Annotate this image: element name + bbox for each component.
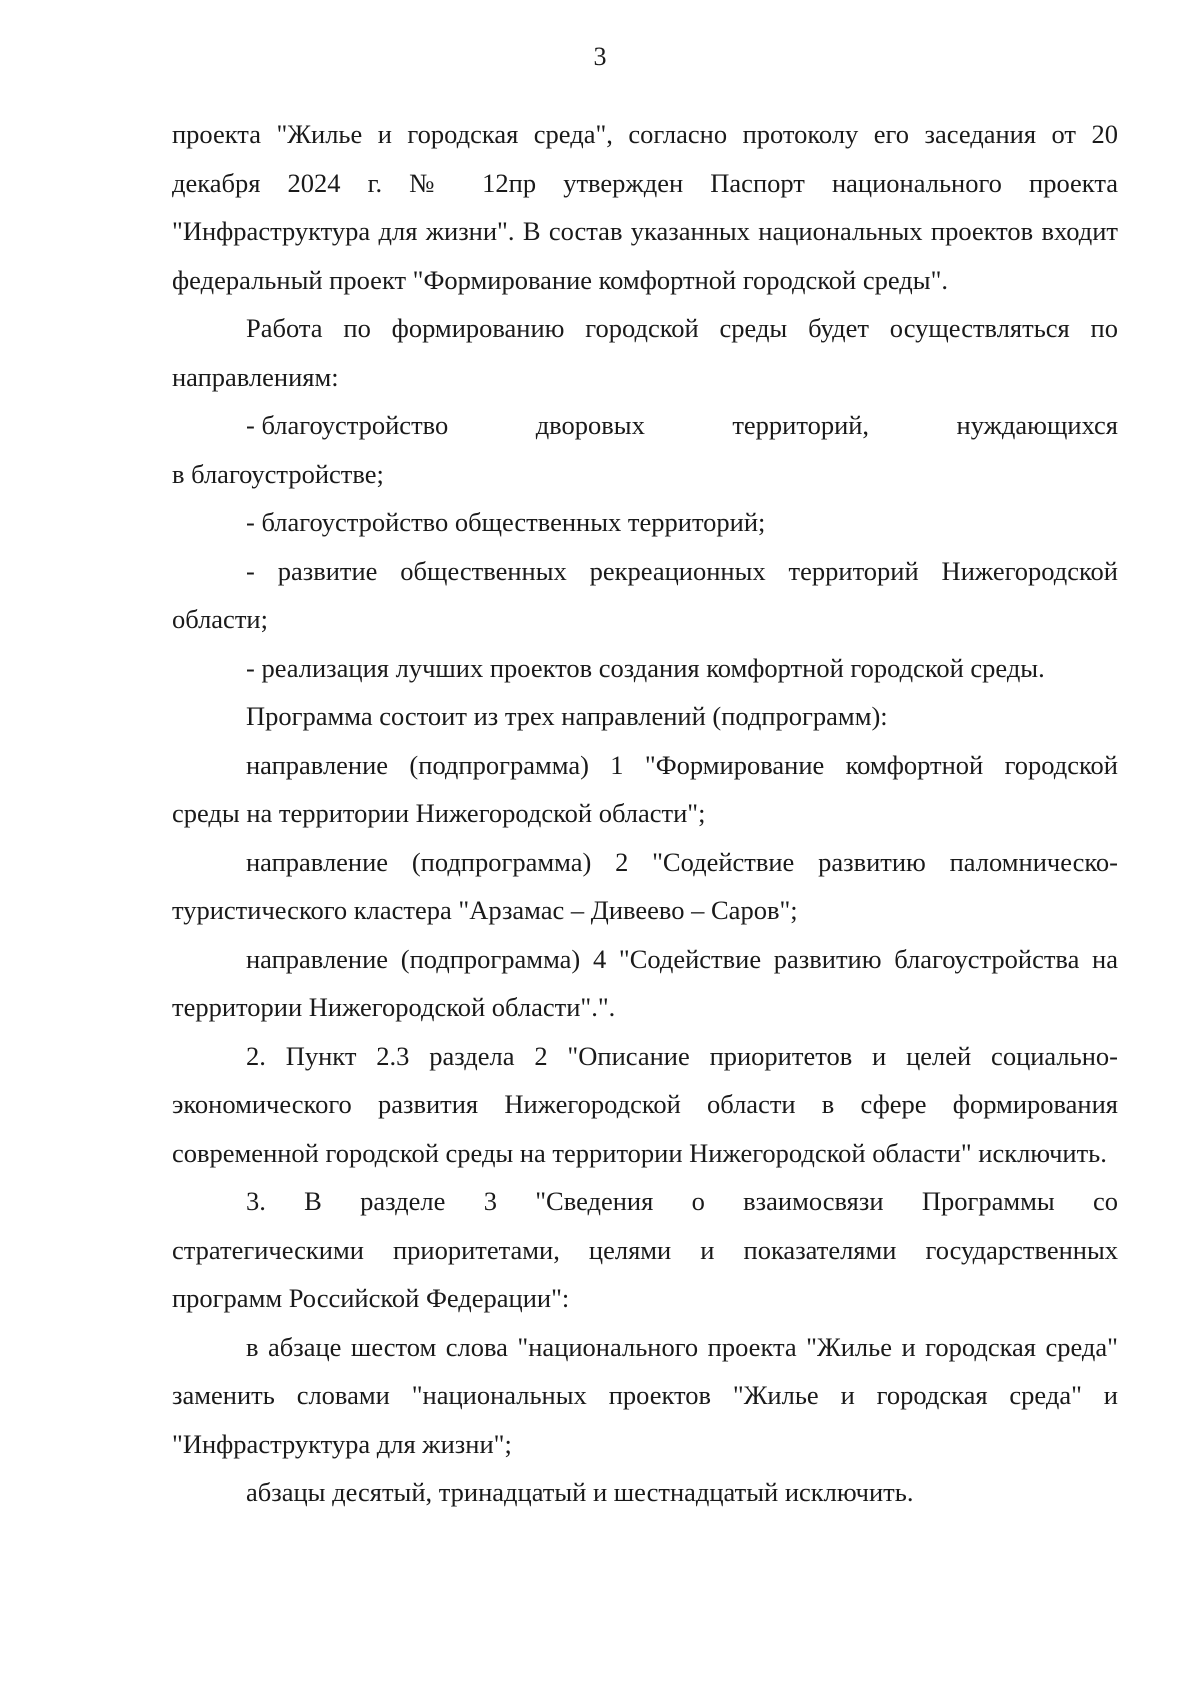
item-3-word: 3. bbox=[246, 1186, 266, 1216]
document-body bbox=[172, 110, 1118, 1517]
page-number: 3 bbox=[593, 42, 607, 71]
bullet-word: - благоустройство bbox=[246, 410, 449, 440]
item-3-word: 3 bbox=[483, 1186, 497, 1216]
item-3-word: со bbox=[1092, 1186, 1118, 1216]
bullet-courtyards-line bbox=[172, 401, 1118, 450]
bullet-public-territories: - благоустройство общественных территорий; bbox=[246, 507, 766, 537]
item-3-word: Программы bbox=[921, 1186, 1055, 1216]
subitem-paragraphs-excluded: абзацы десятый, тринадцатый и шестнадцатый исключить. bbox=[246, 1477, 914, 1507]
item-2: 2. Пункт 2.3 раздела 2 "Описание приоритетов и целей социально-экономического развития Нижегородской области в сфере формирования современной городской среды на территории Нижегородской области" исключить. bbox=[172, 1040, 1118, 1168]
bullet-word: территорий, bbox=[732, 410, 870, 440]
paragraph-passport: проекта "Жилье и городская среда", согласно протоколу его заседания от 20 декабря 2024 г. № 12пр утвержден Паспорт национального проекта "Инфраструктура для жизни". В состав указанных национальных проектов входит федеральный проект "Формирование комфортной городской среды". bbox=[172, 119, 1118, 295]
bullet-recreational-territories: - развитие общественных рекреационных территорий Нижегородской области; bbox=[172, 555, 1118, 634]
item-3-continuation: стратегическими приоритетами, целями и показателями государственных программ Российской Федерации": bbox=[172, 1234, 1118, 1313]
item-3-first-line bbox=[172, 1177, 1118, 1226]
bullet-word: нуждающихся bbox=[956, 410, 1118, 440]
item-3-word: В bbox=[304, 1186, 322, 1216]
paragraph-program-structure: Программа состоит из трех направлений (подпрограмм): bbox=[246, 701, 888, 731]
item-3-word: разделе bbox=[360, 1186, 446, 1216]
item-3-word: о bbox=[691, 1186, 705, 1216]
subitem-paragraph-six: в абзаце шестом слова "национального проекта "Жилье и городская среда" заменить словами "национальных проектов "Жилье и городская среда" и "Инфраструктура для жизни"; bbox=[172, 1331, 1118, 1459]
item-3-word: взаимосвязи bbox=[743, 1186, 884, 1216]
bullet-courtyards-continuation: в благоустройстве; bbox=[172, 458, 384, 489]
direction-1: направление (подпрограмма) 1 "Формирование комфортной городской среды на территории Нижегородской области"; bbox=[172, 749, 1118, 828]
bullet-word: дворовых bbox=[535, 410, 645, 440]
item-3-word: "Сведения bbox=[535, 1186, 654, 1216]
direction-2: направление (подпрограмма) 2 "Содействие развитию паломническо-туристического кластера "Арзамас – Дивеево – Саров"; bbox=[172, 846, 1118, 925]
paragraph-directions-intro: Работа по формированию городской среды будет осуществляться по направлениям: bbox=[172, 313, 1118, 392]
direction-4: направление (подпрограмма) 4 "Содействие развитию благоустройства на территории Нижегородской области".". bbox=[172, 943, 1118, 1022]
bullet-best-projects: - реализация лучших проектов создания комфортной городской среды. bbox=[246, 652, 1045, 683]
